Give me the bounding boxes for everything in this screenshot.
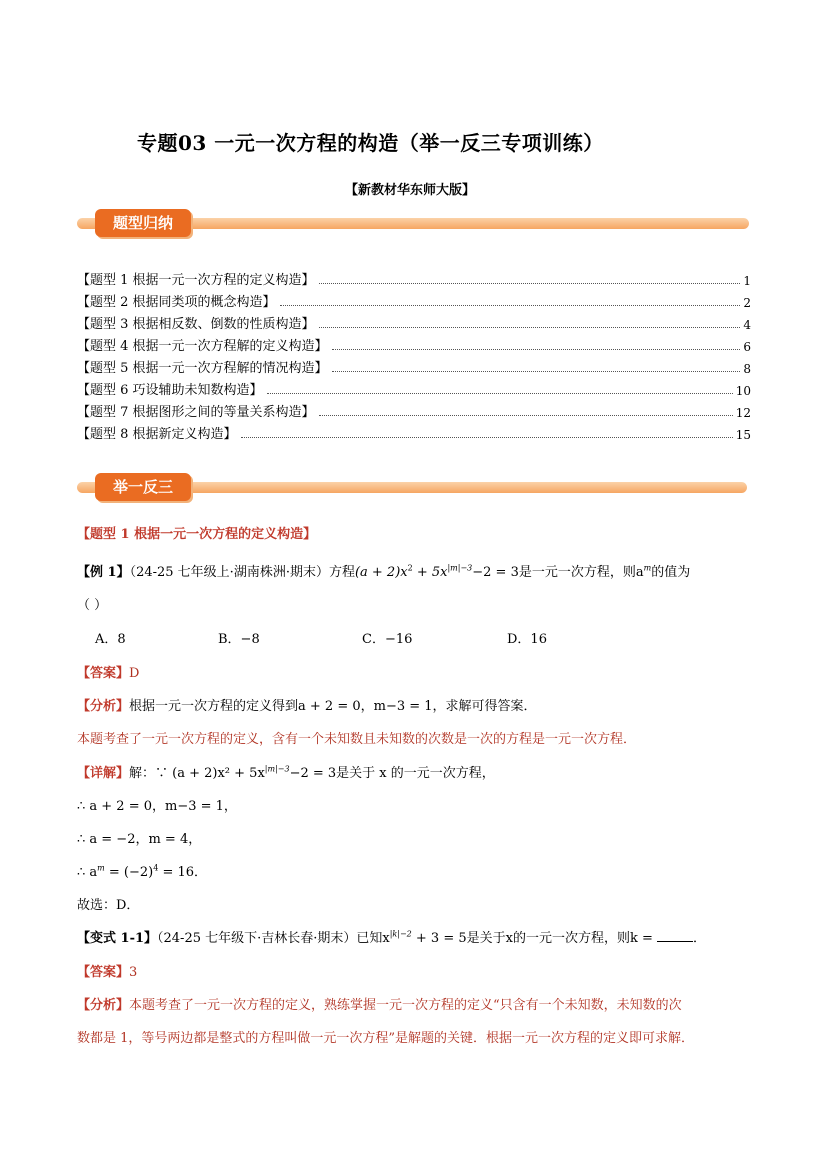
analysis-label: 【分析】 xyxy=(77,998,130,1013)
toc-leader xyxy=(267,393,733,394)
variant-text: ． xyxy=(693,931,707,946)
answer-value: D xyxy=(129,666,140,681)
detail-label: 【详解】 xyxy=(77,766,130,781)
step-text: = 16． xyxy=(158,865,208,880)
toc-label: 【题型 8 根据新定义构造】 xyxy=(77,427,237,442)
detail-step-2: ∴ a = −2，m = 4， xyxy=(77,832,202,847)
toc-leader xyxy=(319,327,741,328)
toc-page: 2 xyxy=(743,296,751,310)
variant-1-1-question xyxy=(77,927,706,946)
equation-part: −2 = 3 xyxy=(472,565,519,580)
analysis-2 xyxy=(77,994,682,1013)
detail-1 xyxy=(77,762,495,781)
toc-leader xyxy=(332,371,741,372)
toc-item[interactable] xyxy=(77,378,751,398)
equation-part: (a + 2)x xyxy=(354,565,408,580)
exponent: m xyxy=(643,563,652,573)
toc-page: 15 xyxy=(735,428,751,442)
answer-1 xyxy=(77,662,139,681)
analysis-text: 本题考查了一元一次方程的定义，熟练掌握一元一次方程的定义“只含有一个未知数，未知数的次 xyxy=(129,998,682,1013)
answer-blank[interactable] xyxy=(657,941,693,942)
detail-step-1: ∴ a + 2 = 0，m−3 = 1， xyxy=(77,799,237,814)
question-tail: 的值为 xyxy=(651,565,691,580)
toc-leader xyxy=(332,349,741,350)
toc-item[interactable] xyxy=(77,268,751,288)
exponent: |m|−3 xyxy=(447,563,473,573)
exponent: 4 xyxy=(153,863,159,873)
analysis-label: 【分析】 xyxy=(77,699,130,714)
exponent: m xyxy=(97,863,105,873)
analysis-2-cont: 数都是 1，等号两边都是整式的方程叫做一元一次方程”是解题的关键．根据一元一次方程的定义即可求解． xyxy=(77,1031,695,1046)
option-b[interactable]: B．−8 xyxy=(218,632,260,647)
answer-label: 【答案】 xyxy=(77,666,130,681)
toc-label: 【题型 2 根据同类项的概念构造】 xyxy=(77,295,276,310)
toc-item[interactable] xyxy=(77,356,751,376)
toc-item[interactable] xyxy=(77,312,751,332)
toc-leader xyxy=(319,415,733,416)
variant-text: （24-25 七年级下·吉林长春·期末）已知x xyxy=(157,931,390,946)
exponent: |k|−2 xyxy=(389,929,412,939)
page-subtitle: 【新教材华东师大版】 xyxy=(345,183,476,198)
toc-item[interactable] xyxy=(77,422,751,442)
detail-step-3 xyxy=(77,861,207,880)
question-tail: 是一元一次方程，则a xyxy=(518,565,644,580)
analysis-1 xyxy=(77,695,537,714)
exponent: |m|−3 xyxy=(264,764,290,774)
toc-leader xyxy=(280,305,741,306)
choose-line: 故选：D． xyxy=(77,898,140,913)
toc-label: 【题型 3 根据相反数、倒数的性质构造】 xyxy=(77,317,315,332)
toc-page: 10 xyxy=(735,384,751,398)
toc-label: 【题型 4 根据一元一次方程解的定义构造】 xyxy=(77,339,328,354)
detail-text: −2 = 3是关于 x 的一元一次方程， xyxy=(289,766,495,781)
variant-label: 【变式 1-1】 xyxy=(77,931,158,946)
step-text: = (−2) xyxy=(104,865,154,880)
toc-label: 【题型 5 根据一元一次方程解的情况构造】 xyxy=(77,361,328,376)
toc-leader xyxy=(241,437,733,438)
example-1-question xyxy=(77,561,690,580)
page-title: 专题03 一元一次方程的构造（举一反三专项训练） xyxy=(137,131,604,155)
detail-text: 解：∵ (a + 2)x² + 5x xyxy=(129,766,265,781)
exponent: 2 xyxy=(407,563,413,573)
toc-item[interactable] xyxy=(77,334,751,354)
option-a[interactable]: A．8 xyxy=(95,632,126,647)
note-1: 本题考查了一元一次方程的定义，含有一个未知数且未知数的次数是一次的方程是一元一次方程． xyxy=(77,732,637,747)
toc-page: 8 xyxy=(743,362,751,376)
toc-page: 1 xyxy=(743,274,751,288)
section-tag-summary: 题型归纳 xyxy=(95,209,191,237)
example-source: （24-25 七年级上·湖南株洲·期末）方程 xyxy=(129,565,355,580)
option-d[interactable]: D．16 xyxy=(507,632,547,647)
option-c[interactable]: C．−16 xyxy=(362,632,413,647)
answer-value: 3 xyxy=(129,965,138,980)
toc-page: 12 xyxy=(735,406,751,420)
toc-item[interactable] xyxy=(77,400,751,420)
toc-page: 4 xyxy=(743,318,751,332)
type-heading: 【题型 1 根据一元一次方程的定义构造】 xyxy=(77,527,317,542)
toc-label: 【题型 6 巧设辅助未知数构造】 xyxy=(77,383,263,398)
toc-label: 【题型 7 根据图形之间的等量关系构造】 xyxy=(77,405,315,420)
toc-leader xyxy=(319,283,741,284)
step-text: ∴ a xyxy=(77,865,98,880)
variant-text: + 3 = 5是关于x的一元一次方程，则k = xyxy=(411,931,657,946)
toc-label: 【题型 1 根据一元一次方程的定义构造】 xyxy=(77,273,315,288)
answer-2 xyxy=(77,961,137,980)
example-label: 【例 1】 xyxy=(77,565,130,580)
section-tag-practice: 举一反三 xyxy=(95,473,191,501)
toc-page: 6 xyxy=(743,340,751,354)
answer-label: 【答案】 xyxy=(77,965,130,980)
answer-paren: （ ） xyxy=(77,598,108,613)
equation-part: + 5x xyxy=(412,565,448,580)
analysis-text: 根据一元一次方程的定义得到a + 2 = 0，m−3 = 1，求解可得答案． xyxy=(129,699,537,714)
toc-item[interactable] xyxy=(77,290,751,310)
